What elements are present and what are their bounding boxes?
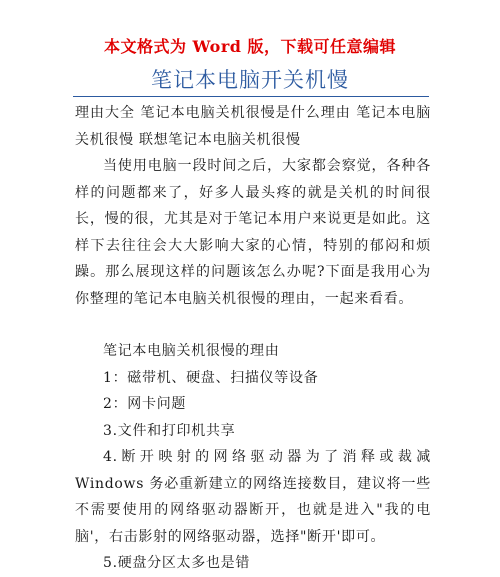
list-item: 1：磁带机、硬盘、扫描仪等设备 <box>103 369 319 386</box>
format-banner: 本文格式为 Word 版，下载可任意编辑 <box>103 37 397 56</box>
list-item: 5.硬盘分区太多也是错 <box>103 555 251 571</box>
keywords-paragraph: 理由大全 笔记本电脑关机很慢是什么理由 笔记本电脑关机很慢 联想笔记本电脑关机很慢 <box>75 105 431 148</box>
title-divider <box>73 96 429 97</box>
document-body <box>75 100 431 577</box>
list-item: 4.断开映射的网络驱动器为了消释或裁减 Windows 务必重新建立的网络连接数目，建议将一些不需要使用的网络驱动器断开，也就是进入"我的电脑'，右击影射的网络驱动器，选择"断开'即可。 <box>75 449 431 545</box>
document-title: 笔记本电脑开关机慢 <box>151 68 349 92</box>
intro-paragraph: 当使用电脑一段时间之后，大家都会察觉，各种各样的问题都来了，好多人最头疼的就是关机的时间很长，慢的很，尤其是对于笔记本用户来说更是如此。这样下去往往会大大影响大家的心情，特别的郁闷和烦躁。那么展现这样的问题该怎么办呢?下面是我用心为你整理的笔记本电脑关机很慢的理由，一起来看看。 <box>75 158 431 307</box>
section-heading: 笔记本电脑关机很慢的理由 <box>103 343 280 359</box>
paragraph-gap <box>75 312 431 338</box>
list-item: 3.文件和打印机共享 <box>103 422 236 439</box>
list-item: 2：网卡问题 <box>103 396 187 412</box>
